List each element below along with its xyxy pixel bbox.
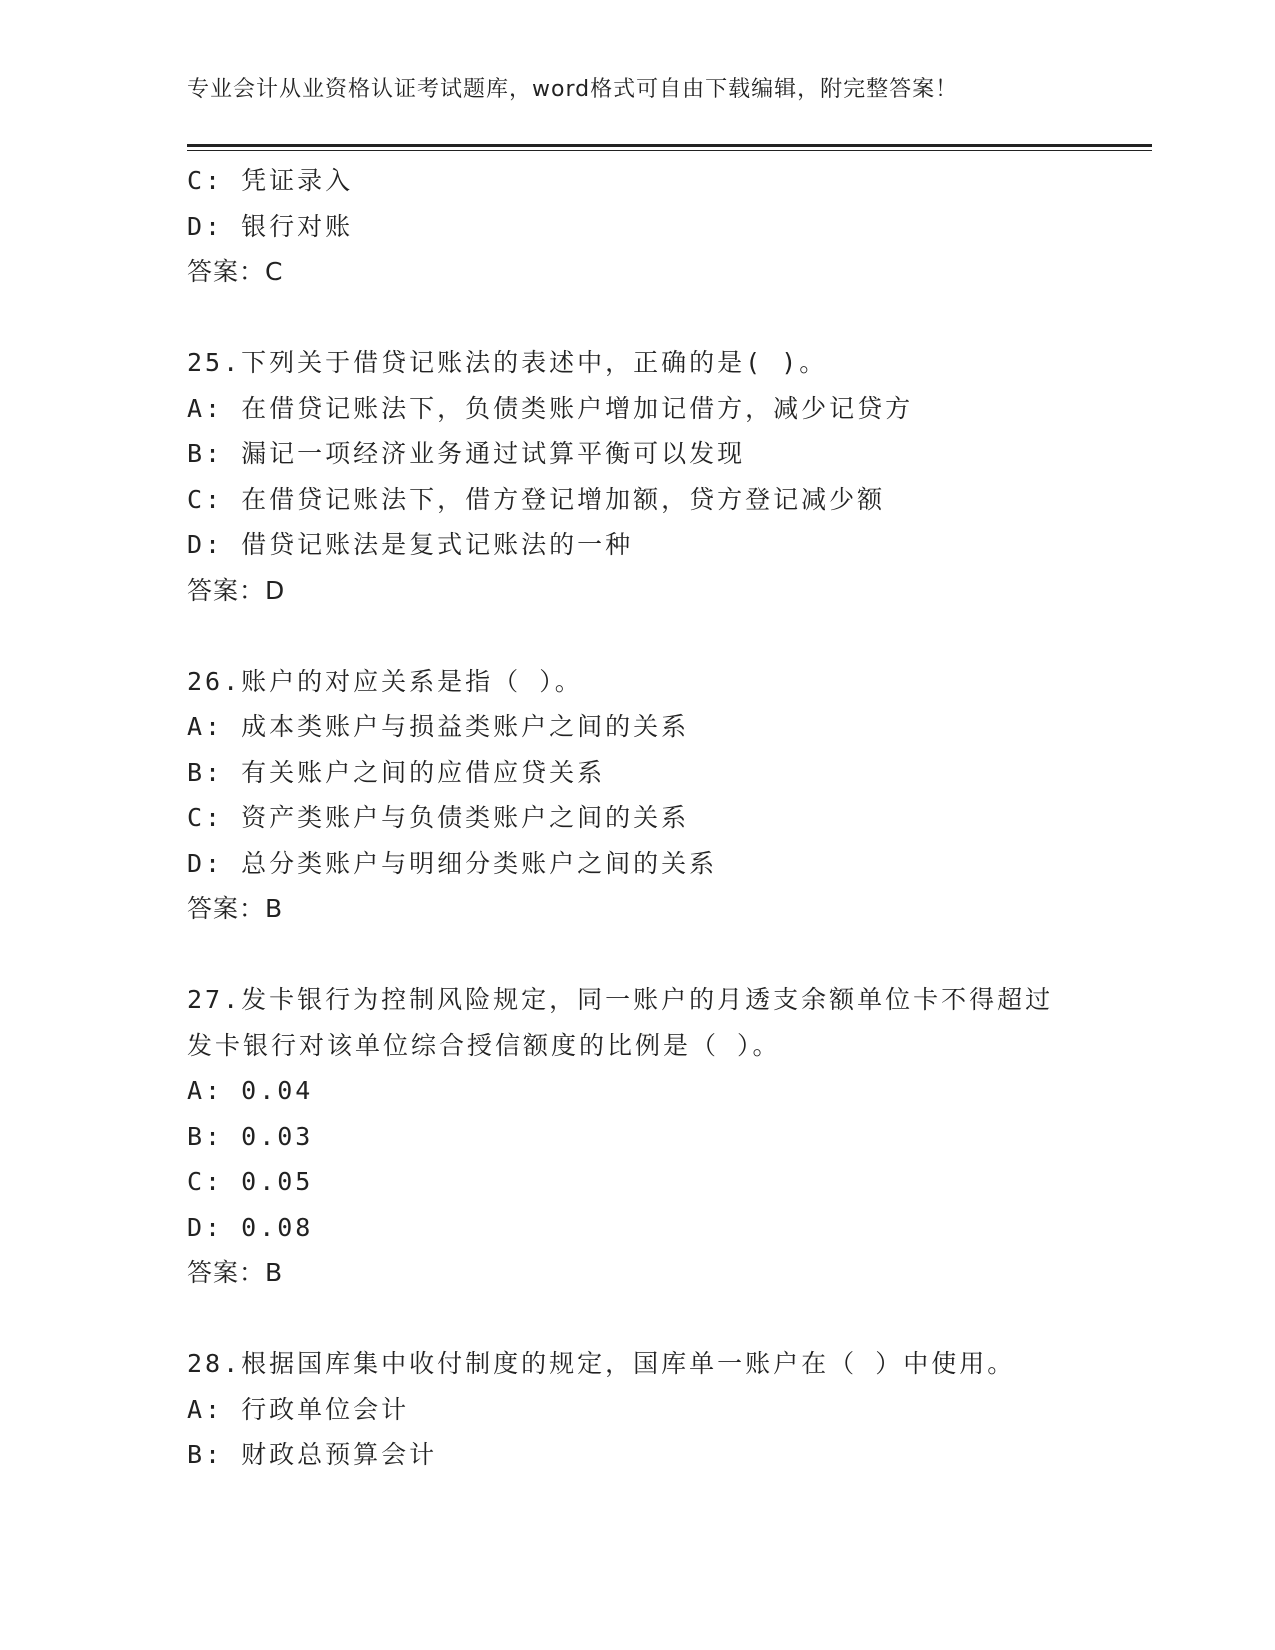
answer: 答案：C xyxy=(187,257,284,286)
spacer xyxy=(187,613,1087,659)
question-text: 26.账户的对应关系是指（ ）。 xyxy=(187,666,583,696)
question-27 xyxy=(187,977,1087,1296)
spacer xyxy=(187,1296,1087,1342)
option-b: B: 0.03 xyxy=(187,1121,314,1151)
spacer xyxy=(187,295,1087,341)
question-text: 25.下列关于借贷记账法的表述中，正确的是( )。 xyxy=(187,348,828,377)
document-body xyxy=(187,158,1087,1478)
option-d: D: 银行对账 xyxy=(187,211,354,241)
page-header: 专业会计从业资格认证考试题库，word格式可自由下载编辑，附完整答案！ xyxy=(187,77,959,102)
option-a: A: 成本类账户与损益类账户之间的关系 xyxy=(187,712,690,741)
question-24-tail xyxy=(187,158,1087,295)
option-b: B: 财政总预算会计 xyxy=(187,1440,438,1469)
header-rule-thick xyxy=(187,144,1152,147)
answer: 答案：B xyxy=(187,894,284,923)
option-d: D: 借贷记账法是复式记账法的一种 xyxy=(187,530,634,559)
answer: 答案：B xyxy=(187,1258,284,1287)
question-text: 28.根据国库集中收付制度的规定，国库单一账户在（ ）中使用。 xyxy=(187,1349,1016,1378)
option-a: A: 在借贷记账法下，负债类账户增加记借方，减少记贷方 xyxy=(187,393,914,423)
header-rule-thin xyxy=(187,150,1152,151)
option-c: C: 在借贷记账法下，借方登记增加额，贷方登记减少额 xyxy=(187,484,886,514)
option-b: B: 漏记一项经济业务通过试算平衡可以发现 xyxy=(187,439,746,468)
question-26 xyxy=(187,659,1087,932)
option-c: C: 资产类账户与负债类账户之间的关系 xyxy=(187,803,690,832)
answer: 答案：D xyxy=(187,575,286,605)
option-a: A: 行政单位会计 xyxy=(187,1394,410,1424)
question-text-line-2: 发卡银行对该单位综合授信额度的比例是（ ）。 xyxy=(187,1030,781,1060)
option-d: D: 0.08 xyxy=(187,1212,314,1242)
option-c: C: 凭证录入 xyxy=(187,166,354,195)
option-c: C: 0.05 xyxy=(187,1167,314,1196)
spacer xyxy=(187,932,1087,978)
option-d: D: 总分类账户与明细分类账户之间的关系 xyxy=(187,848,718,878)
question-25 xyxy=(187,340,1087,613)
option-b: B: 有关账户之间的应借应贷关系 xyxy=(187,757,606,787)
option-a: A: 0.04 xyxy=(187,1076,314,1105)
question-28 xyxy=(187,1341,1087,1478)
question-text-line-1: 27.发卡银行为控制风险规定，同一账户的月透支余额单位卡不得超过 xyxy=(187,985,1054,1014)
